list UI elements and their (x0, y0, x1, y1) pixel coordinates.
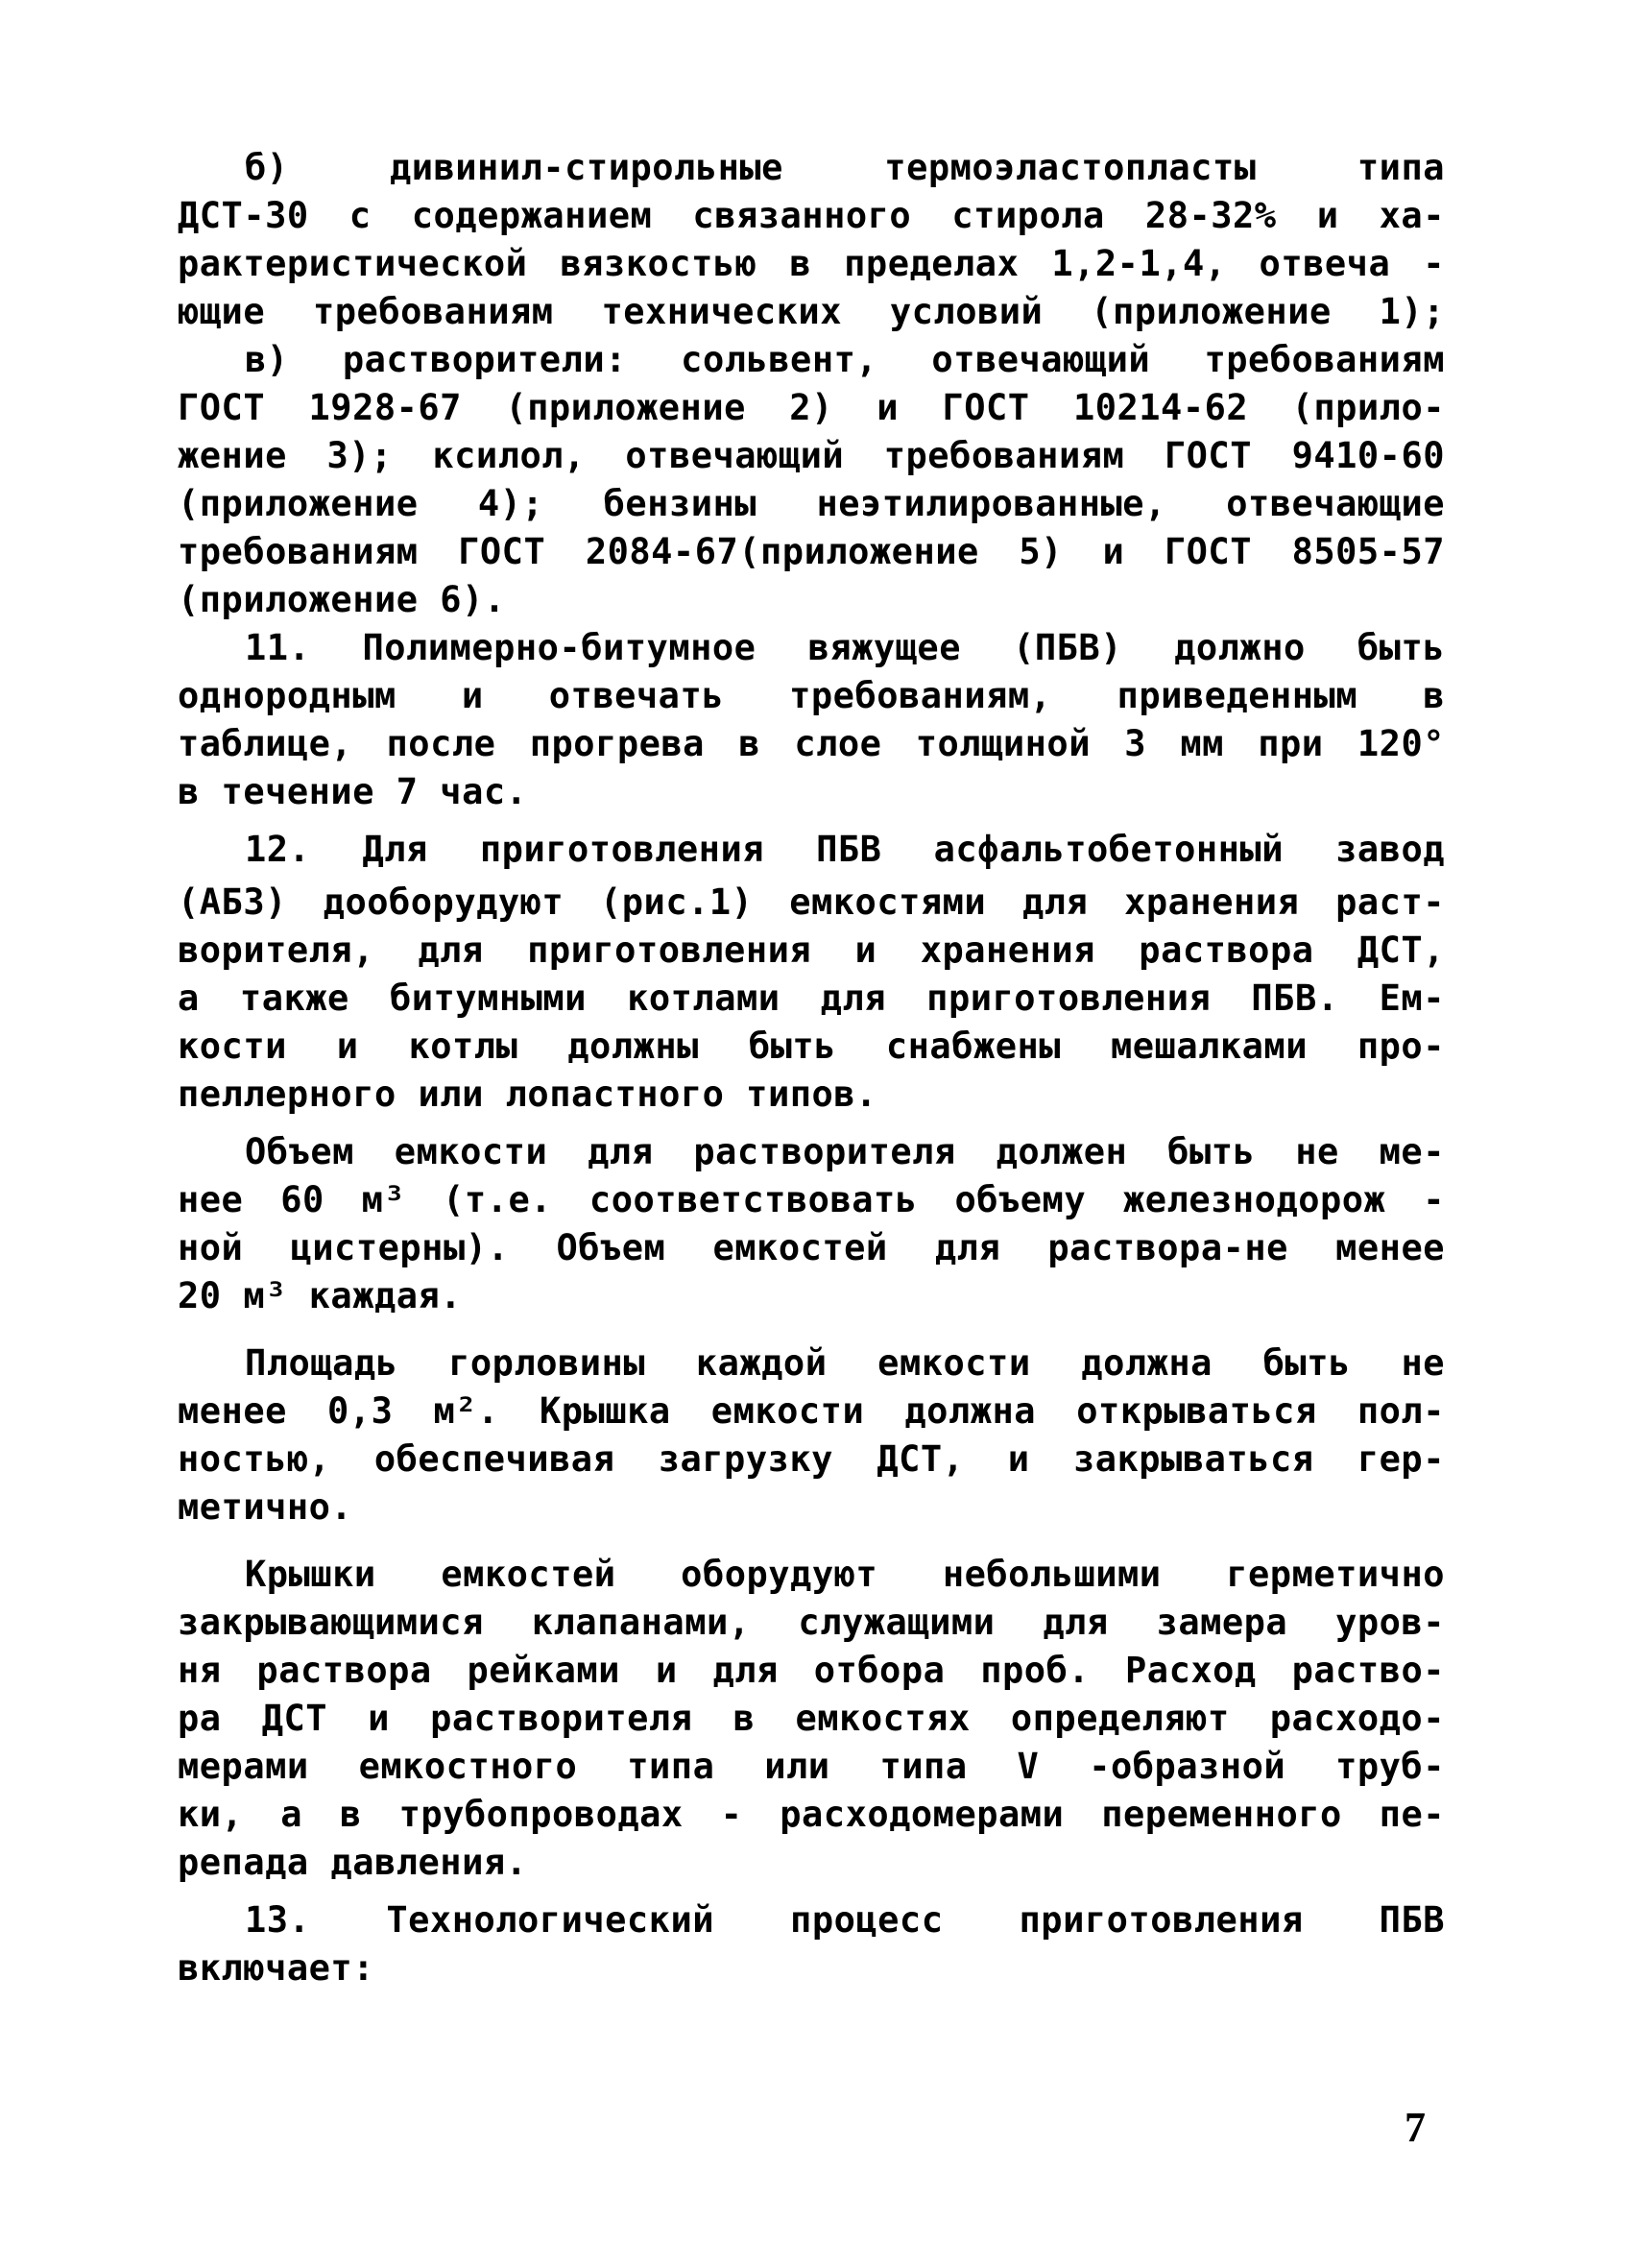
text-line: ки, а в трубопроводах - расходомерами переменного пе- (178, 1794, 1445, 1835)
text-line: б) дивинил-стирольные термоэластопласты типа (245, 147, 1445, 188)
text-line: пеллерного или лопастного типов. (178, 1074, 877, 1115)
text-line: Объем емкости для растворителя должен быть не ме- (245, 1131, 1445, 1172)
text-line: нее 60 м³ (т.е. соответствовать объему железнодорож - (178, 1179, 1445, 1220)
text-line: ностью, обеспечивая загрузку ДСТ, и закрываться гер- (178, 1438, 1445, 1480)
text-line: жение 3); ксилол, отвечающий требованиям ГОСТ 9410-60 (178, 435, 1445, 476)
text-line: (приложение 4); бензины неэтилированные, отвечающие (178, 483, 1445, 524)
text-line: (приложение 6). (178, 579, 506, 620)
text-line: ГОСТ 1928-67 (приложение 2) и ГОСТ 10214-62 (прило- (178, 387, 1445, 428)
text-line: закрывающимися клапанами, служащими для замера уров- (178, 1602, 1445, 1643)
text-line: репада давления. (178, 1842, 528, 1883)
text-line: 20 м³ каждая. (178, 1275, 463, 1316)
text-line: таблице, после прогрева в слое толщиной 3 мм при 120° (178, 723, 1445, 764)
text-line: (АБЗ) дооборудуют (рис.1) емкостями для хранения раст- (178, 881, 1445, 923)
text-line: включает: (178, 1947, 374, 1989)
text-line: 13. Технологический процесс приготовления ПБВ (245, 1899, 1445, 1941)
text-line: ДСТ-30 с содержанием связанного стирола 28-32% и ха- (178, 195, 1445, 236)
text-line: ющие требованиям технических условий (приложение 1); (178, 291, 1445, 332)
text-line: метично. (178, 1486, 353, 1528)
text-line: ной цистерны). Объем емкостей для раствора-не менее (178, 1227, 1445, 1268)
text-line: в течение 7 час. (178, 771, 528, 812)
text-line: Площадь горловины каждой емкости должна быть не (245, 1342, 1445, 1384)
text-line: Крышки емкостей оборудуют небольшими герметично (245, 1554, 1445, 1595)
text-line: кости и котлы должны быть снабжены мешалками про- (178, 1025, 1445, 1067)
text-line: 12. Для приготовления ПБВ асфальтобетонный завод (245, 829, 1445, 870)
page-number: 7 (1405, 2104, 1426, 2151)
text-line: а также битумными котлами для приготовления ПБВ. Ем- (178, 977, 1445, 1019)
text-line: ворителя, для приготовления и хранения раствора ДСТ, (178, 929, 1445, 971)
text-line: 11. Полимерно-битумное вяжущее (ПБВ) должно быть (245, 627, 1445, 668)
text-line: в) растворители: сольвент, отвечающий требованиям (245, 339, 1445, 380)
text-line: мерами емкостного типа или типа V -образной труб- (178, 1746, 1445, 1787)
text-line: однородным и отвечать требованиям, приведенным в (178, 675, 1445, 716)
text-line: требованиям ГОСТ 2084-67(приложение 5) и ГОСТ 8505-57 (178, 531, 1445, 572)
text-line: менее 0,3 м². Крышка емкости должна открываться пол- (178, 1390, 1445, 1432)
text-line: ра ДСТ и растворителя в емкостях определяют расходо- (178, 1698, 1445, 1739)
text-line: ня раствора рейками и для отбора проб. Расход раство- (178, 1650, 1445, 1691)
text-line: рактеристической вязкостью в пределах 1,2-1,4, отвеча - (178, 243, 1445, 284)
